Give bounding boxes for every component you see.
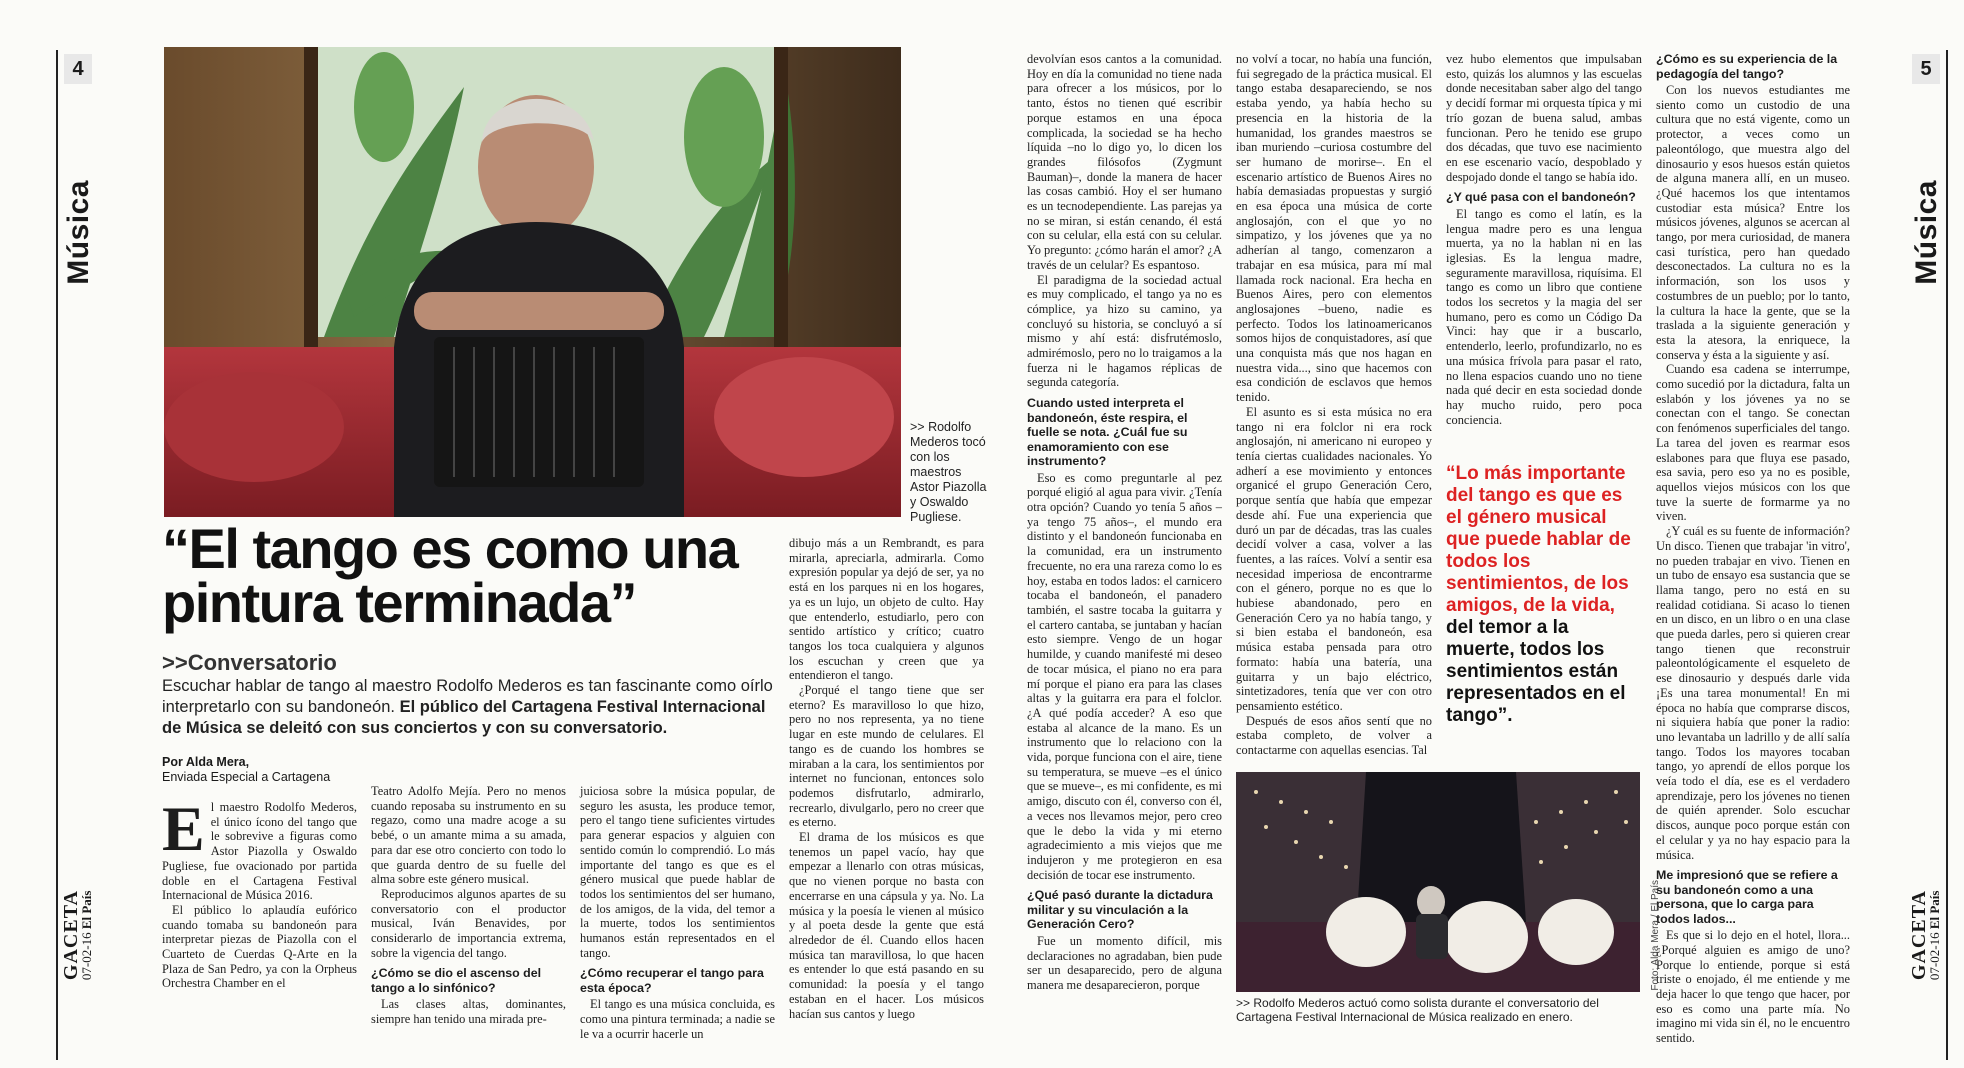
- section-label: Música: [1910, 180, 1943, 285]
- body-column-1: [162, 793, 357, 991]
- section-label: Música: [62, 180, 95, 285]
- body-paragraph: El asunto es si esta música no era tango ni era folclor ni era rock anglosajón, ni americano ni europeo y tenía ciertas cualidades nacionales. Yo adherí a ese movimiento y entonces organicé el grupo Generación Cero, porque sentía que había que empezar desde ahí. Fue una experiencia que duró un par de décadas, tras las cuales decidí volver a casa, volver a las fuentes, a las raíces. Volví a sentir esa necesidad imperiosa de encontrarme con el género, porque no es que lo hubiese abandonado, pero en Generación Cero ya no había tango, y si bien estaba el bandoneón, esa música estaba pensada para otro formato: había una batería, una guitarra y un bajo eléctrico, sintetizadores, tenía que ver con otro pensamiento estético.: [1236, 404, 1432, 713]
- question-heading: Me impresionó que se refiere a su bandoneón como a una persona, que lo carga para todos lados...: [1656, 868, 1838, 926]
- body-paragraph: [162, 793, 357, 903]
- publication-name: GACETA: [1908, 889, 1930, 980]
- photo-caption: >> Rodolfo Mederos actuó como solista durante el conversatorio del Cartagena Festival Internacional de Música realizado en enero.: [1236, 996, 1599, 1024]
- question-heading: Cuando usted interpreta el bandoneón, éste respira, el fuelle se nota. ¿Cuál fue su enamoramiento con ese instrumento?: [1027, 396, 1188, 469]
- page-footer: [60, 889, 94, 980]
- body-paragraph: El paradigma de la sociedad actual es muy complicado, el tango ya no es cómplice, ya hizo su camino, ya concluyó su historia, se concluyó a sí mismo y ahí está: disfrutémoslo, admirémoslo, pero no lo traigamos a la fuerza ni le hagamos réplicas de segunda categoría.: [1027, 272, 1222, 390]
- body-paragraph: Fue un momento difícil, mis declaraciones no agradaban, bien pude ser un desaparecido, pero de alguna manera me desaparecieron, porque: [1027, 933, 1222, 992]
- paragraph-text: l maestro Rodolfo Mederos, el único ícono del tango que le sobrevive a figuras como Astor Piazolla y Oswaldo Pugliese, fue ovacionado por partida doble en el Cartagena Festival Internacional de Música 2016.: [162, 800, 357, 903]
- left-side-strip: [56, 50, 98, 1060]
- body-column-7: [1446, 52, 1642, 427]
- body-paragraph: dibujo más a un Rembrandt, es para mirarla, apreciarla, admirarla. Como expresión popular ya dejó de ser, ya no está en los parques ni en los hogares, ya es un lujo, un objeto de culto. Hay que entenderlo, estudiarlo, pero con sentido artístico y crítico; cuatro tangos los toca cualquiera y algunos los escuchan y creen que ya entendieron el tango.: [789, 536, 984, 683]
- body-paragraph: ¿Porqué el tango tiene que ser eterno? Es maravilloso lo que hizo, pero no nos representa, ya no tiene lugar en este mundo de celulares. El tango es de cuando los hombres se miraban a la cara, los sentimientos por internet no funcionan, entonces solo podemos disfrutarlo, admirarlo, recrearlo, divulgarlo, pero no creer que es eterno.: [789, 683, 984, 830]
- portrait-photo-illustration: [164, 47, 901, 517]
- body-column-5: [1027, 52, 1222, 993]
- page-number: 4: [64, 54, 92, 84]
- body-column-6: [1236, 52, 1432, 758]
- right-side-strip: [1906, 50, 1948, 1060]
- body-paragraph: Reproducimos algunos apartes de su conversatorio con el productor musical, Iván Benavides, por considerarlo de importancia extrema, sobre la vigencia del tango.: [371, 886, 566, 960]
- concert-photo: [1236, 772, 1640, 992]
- newspaper-name: El País: [1927, 890, 1942, 930]
- newspaper-name: El País: [79, 890, 94, 930]
- body-paragraph: El drama de los músicos es que tenemos un papel vacío, hay que empezar a llenarlo con otras músicas, que no vienen porque no basta con encerrarse en una cápsula y ya. No. La música y la poesía le vienen al músico y al poeta desde la gente que está alrededor de él. Cuando ellos hacen música tan maravillosa, lo que hacen es entender lo que está pasando en su comunidad: la poesía y el tango estaban en el hacer. Los músicos hacían sus cantos y luego: [789, 830, 984, 1021]
- body-paragraph: Las clases altas, dominantes, siempre han tenido una mirada pre-: [371, 997, 566, 1027]
- kicker: >>Conversatorio: [162, 650, 337, 675]
- body-paragraph: Con los nuevos estudiantes me siento como un custodio de una cultura que no está vigente, como un protector, a veces como un paleontólogo, que muestra algo del dinosaurio y esos huesos están quietos de alguna manera allí, en un museo. ¿Qué hacemos los que intentamos custodiar esta música? Entre los músicos jóvenes, algunos se acercan al tango, por mera curiosidad, de manera casi turística, pero han quedado desconectados. La cultura no es la información, son los usos y costumbres de un pueblo; por lo tanto, la cultura la hace la gente, que se la traslada a la siguiente generación y esta la atesora, la enriquece, la conserva y ésta a la siguiente y así.: [1656, 83, 1850, 362]
- portrait-photo: [164, 47, 901, 517]
- deck: [162, 676, 782, 739]
- body-paragraph: Es que si lo dejo en el hotel, llora... ¿Porqué alguien es amigo de uno? Porque lo entiende, porque si está triste o enojado, él me entiende y me deja hacer lo que tengo que hacer, por eso es como una parte mía. No imagino mi vida sin él, no le encuentro sentido.: [1656, 928, 1850, 1046]
- body-column-4: [789, 536, 984, 1021]
- headline: “El tango es como una pintura terminada”: [162, 517, 738, 634]
- body-paragraph: Cuando esa cadena se interrumpe, como sucedió por la dictadura, falta un eslabón y los jóvenes ya no se conectan con el tango. Se conectan con fenómenos superficiales del tango. La tarea del joven es rearmar esos eslabones para que fluya ese pasado, esa savia, pero eso ya no es posible, aquellos viejos músicos con los que tuve la suerte de formarme ya no viven.: [1656, 362, 1850, 524]
- body-paragraph: El tango es una música concluida, es como una pintura terminada; a nadie se le va a ocurrir hacerle un: [580, 997, 775, 1041]
- question-heading: ¿Cómo se dio el ascenso del tango a lo sinfónico?: [371, 966, 542, 995]
- byline: [162, 755, 362, 785]
- pull-quote-highlight: “Lo más importante del tango es que es el género musical que puede hablar de todos los sentimientos, de los amigos, de la vida,: [1446, 463, 1631, 616]
- author-name: Por Alda Mera,: [162, 755, 250, 769]
- issue-date: 07-02-16: [79, 932, 94, 980]
- page-footer: [1908, 889, 1942, 980]
- question-heading: ¿Cómo recuperar el tango para esta época?: [580, 966, 764, 995]
- body-column-8: [1656, 52, 1850, 1046]
- question-heading: ¿Y qué pasa con el bandoneón?: [1446, 190, 1636, 205]
- body-column-3: [580, 784, 775, 1042]
- body-paragraph: vez hubo elementos que impulsaban esto, quizás los alumnos y las escuelas donde necesitaban saber algo del tango y decidí formar mi orquesta típica y mi trío gozan de buena salud, ambas funcionan. Pero he tenido ese grupo dos décadas, que tuvo ese nacimiento en ese escenario vacío, despoblado y despojado donde el tango se había ido.: [1446, 52, 1642, 184]
- concert-photo-illustration: [1236, 772, 1640, 992]
- author-role: Enviada Especial a Cartagena: [162, 770, 331, 784]
- deck-bold-text: El público del Cartagena Festival Internacional de Música se deleitó con sus conciertos y con su conversatorio.: [162, 698, 766, 737]
- footer-date-line: [79, 890, 94, 980]
- pull-quote: [1446, 463, 1642, 727]
- body-paragraph: El tango es como el latín, es la lengua madre pero es una lengua muerta, ya no la hablan ni en las iglesias. Es la lengua madre, seguramente maravillosa, riquísima. El tango es como un libro que contiene todos los secretos y la magia del ser humano, pero es como un Código Da Vinci: hay que ir a buscarlo, entenderlo, leerlo, profundizarlo, no es una música frívola para pasar el rato, no llena espacios cuando uno no tiene nada qué decir en esta sociedad donde hay mucho ruido, pero poca conciencia.: [1446, 206, 1642, 427]
- question-heading: ¿Qué pasó durante la dictadura militar y su vinculación a la Generación Cero?: [1027, 888, 1213, 932]
- body-paragraph: ¿Y cuál es su fuente de información? Un disco. Tienen que trabajar 'in vitro', no pueden trabajar en vivo. Tienen en un tubo de ensayo esa sustancia que se llama tango, pero no está en su realidad cotidiana. Si acaso lo tienen en un disco, en un libro o en una clase que pueda darles, pero si quieren crear tango tienen que reconstruir paleontológicamente el esqueleto de ese dinosaurio y después darle vida ¡Es una tarea monumental! En mi época no había que comprarse discos, ni siquiera había que poner la radio: uno levantaba un ladrillo y de allí salía tango. Todos los mayores tocaban tango, yo aprendí de ellos porque los veía todo el día, ese es el verdadero aprendizaje, pero los jóvenes no tienen de quién aprender. Solo escuchar discos, aunque poco porque están con el celular y ya no hay espacio para la música.: [1656, 524, 1850, 862]
- footer-date-line: [1927, 890, 1942, 980]
- body-paragraph: juiciosa sobre la música popular, de seguro les asusta, les produce temor, pero el tango tiene suficientes virtudes para generar espacios y alguien con sentido común lo comprendió. Lo más importante del tango es que es el género musical que puede hablar de todos los sentimientos del ser humano, de los amigos, de la vida, del temor a la muerte, todos los sentimientos humanos están representados en el tango.: [580, 784, 775, 960]
- page-number: 5: [1912, 54, 1940, 84]
- body-paragraph: Eso es como preguntarle al pez porqué eligió al agua para vivir. ¿Tenía otra opción? Cuando yo tenía 5 años –ya tengo 75 años–, el mundo era distinto y el bandoneón funcionaba en la comunidad, era un instrumento frecuente, no era una rareza como lo es hoy, estaba en todos lados: el carnicero tocaba el bandoneón, el panadero también, el sastre tocaba la guitarra y el cartero cantaba, se juntaban y hacían esto siempre. Vengo de un hogar humilde, y cuando manifesté mi deseo de tocar música, el piano no era para mí porque el piano era para las clases altas y la guitarra era para el folclor. ¿A qué podía acceder? A eso que estaba al alcance de la mano. Es un instrumento que lo relaciono con la vida, porque funciona con el aire, tiene su temperatura, se mueve –es el único que se mueve–, es mi confidente, es mi amigo, discuto con él, converso con él, a veces nos llevamos mejor, pero creo que le debo la vida y mi eterno agradecimiento a mis viejos que me indujeron y me protegieron en esa decisión de tocar ese instrumento.: [1027, 470, 1222, 882]
- body-column-2: [371, 784, 566, 1027]
- body-paragraph: Después de esos años sentí que no estaba completo, de volver a contactarme con aquellas esencias. Tal: [1236, 713, 1432, 758]
- body-paragraph: El público lo aplaudía eufórico cuando tomaba su bandoneón para interpretar piezas de Piazolla con el Cuarteto de Cuerdas Q-Arte en la Plaza de San Pedro, ya con la Orpheus Orchestra Chamber en el: [162, 902, 357, 991]
- question-heading: ¿Cómo es su experiencia de la pedagogía del tango?: [1656, 52, 1838, 81]
- pull-quote-text: del temor a la muerte, todos los sentimientos están representados en el tango”.: [1446, 617, 1626, 726]
- drop-cap: E: [162, 793, 205, 864]
- deck-text: Escuchar hablar de tango al maestro Rodolfo Mederos es tan fascinante como oírlo interpretarlo con su bandoneón.: [162, 677, 773, 716]
- body-paragraph: no volví a tocar, no había una función, fui segregado de la práctica musical. El tango estaba desapareciendo, se nos estaba yendo, ya había hecho su presencia en la historia de la humanidad, los grandes maestros se iban muriendo –curiosa costumbre del ser humano de morirse–. En el escenario artístico de Buenos Aires no había demasiadas propuestas y surgió en esa época una música de corte anglosajón, con el que yo no simpatizo, y los jóvenes que ya no adherían al tango, comenzaron a trabajar en esa música, para mí mal llamada rock nacional. Era hecha en Buenos Aires, pero con elementos anglosajones –bueno, nadie es perfecto. Todos los latinoamericanos somos hijos de conquistadores, así que una conquista más que nos hagan en nuestra vida..., sino que hacemos con esa condición de esclavos que hemos tenido.: [1236, 52, 1432, 405]
- issue-date: 07-02-16: [1927, 932, 1942, 980]
- body-paragraph: devolvían esos cantos a la comunidad. Hoy en día la comunidad no tiene nada para ofrecer a los músicos, por lo tanto, éstos no tienen qué escribir porque estamos en una época complicada, la sociedad se ha hecho líquida –no lo digo yo, lo dicen los grandes filósofos (Zygmunt Bauman)–, donde la manera de hacer las cosas cambió. Hoy el ser humano es un tecnodependiente. Las parejas ya no se miran, si están cenando, él está con su celular, ella está con su celular. Yo pregunto: ¿cómo harán el amor? ¿A través de un celular? Es espantoso.: [1027, 52, 1222, 272]
- photo-credit: Foto: Alda Mera / El País: [1650, 880, 1661, 991]
- body-paragraph: Teatro Adolfo Mejía. Pero no menos cuando reposaba su instrumento en su regazo, como una madre acoge a su bebé, o un amante mima a su amada, para dar ese otro concierto con todo lo que guarda dentro de su fuelle del alma sobre este género musical.: [371, 784, 566, 887]
- publication-name: GACETA: [60, 889, 82, 980]
- photo-caption: >> Rodolfo Mederos tocó con los maestros Astor Piazolla y Oswaldo Pugliese.: [910, 420, 987, 524]
